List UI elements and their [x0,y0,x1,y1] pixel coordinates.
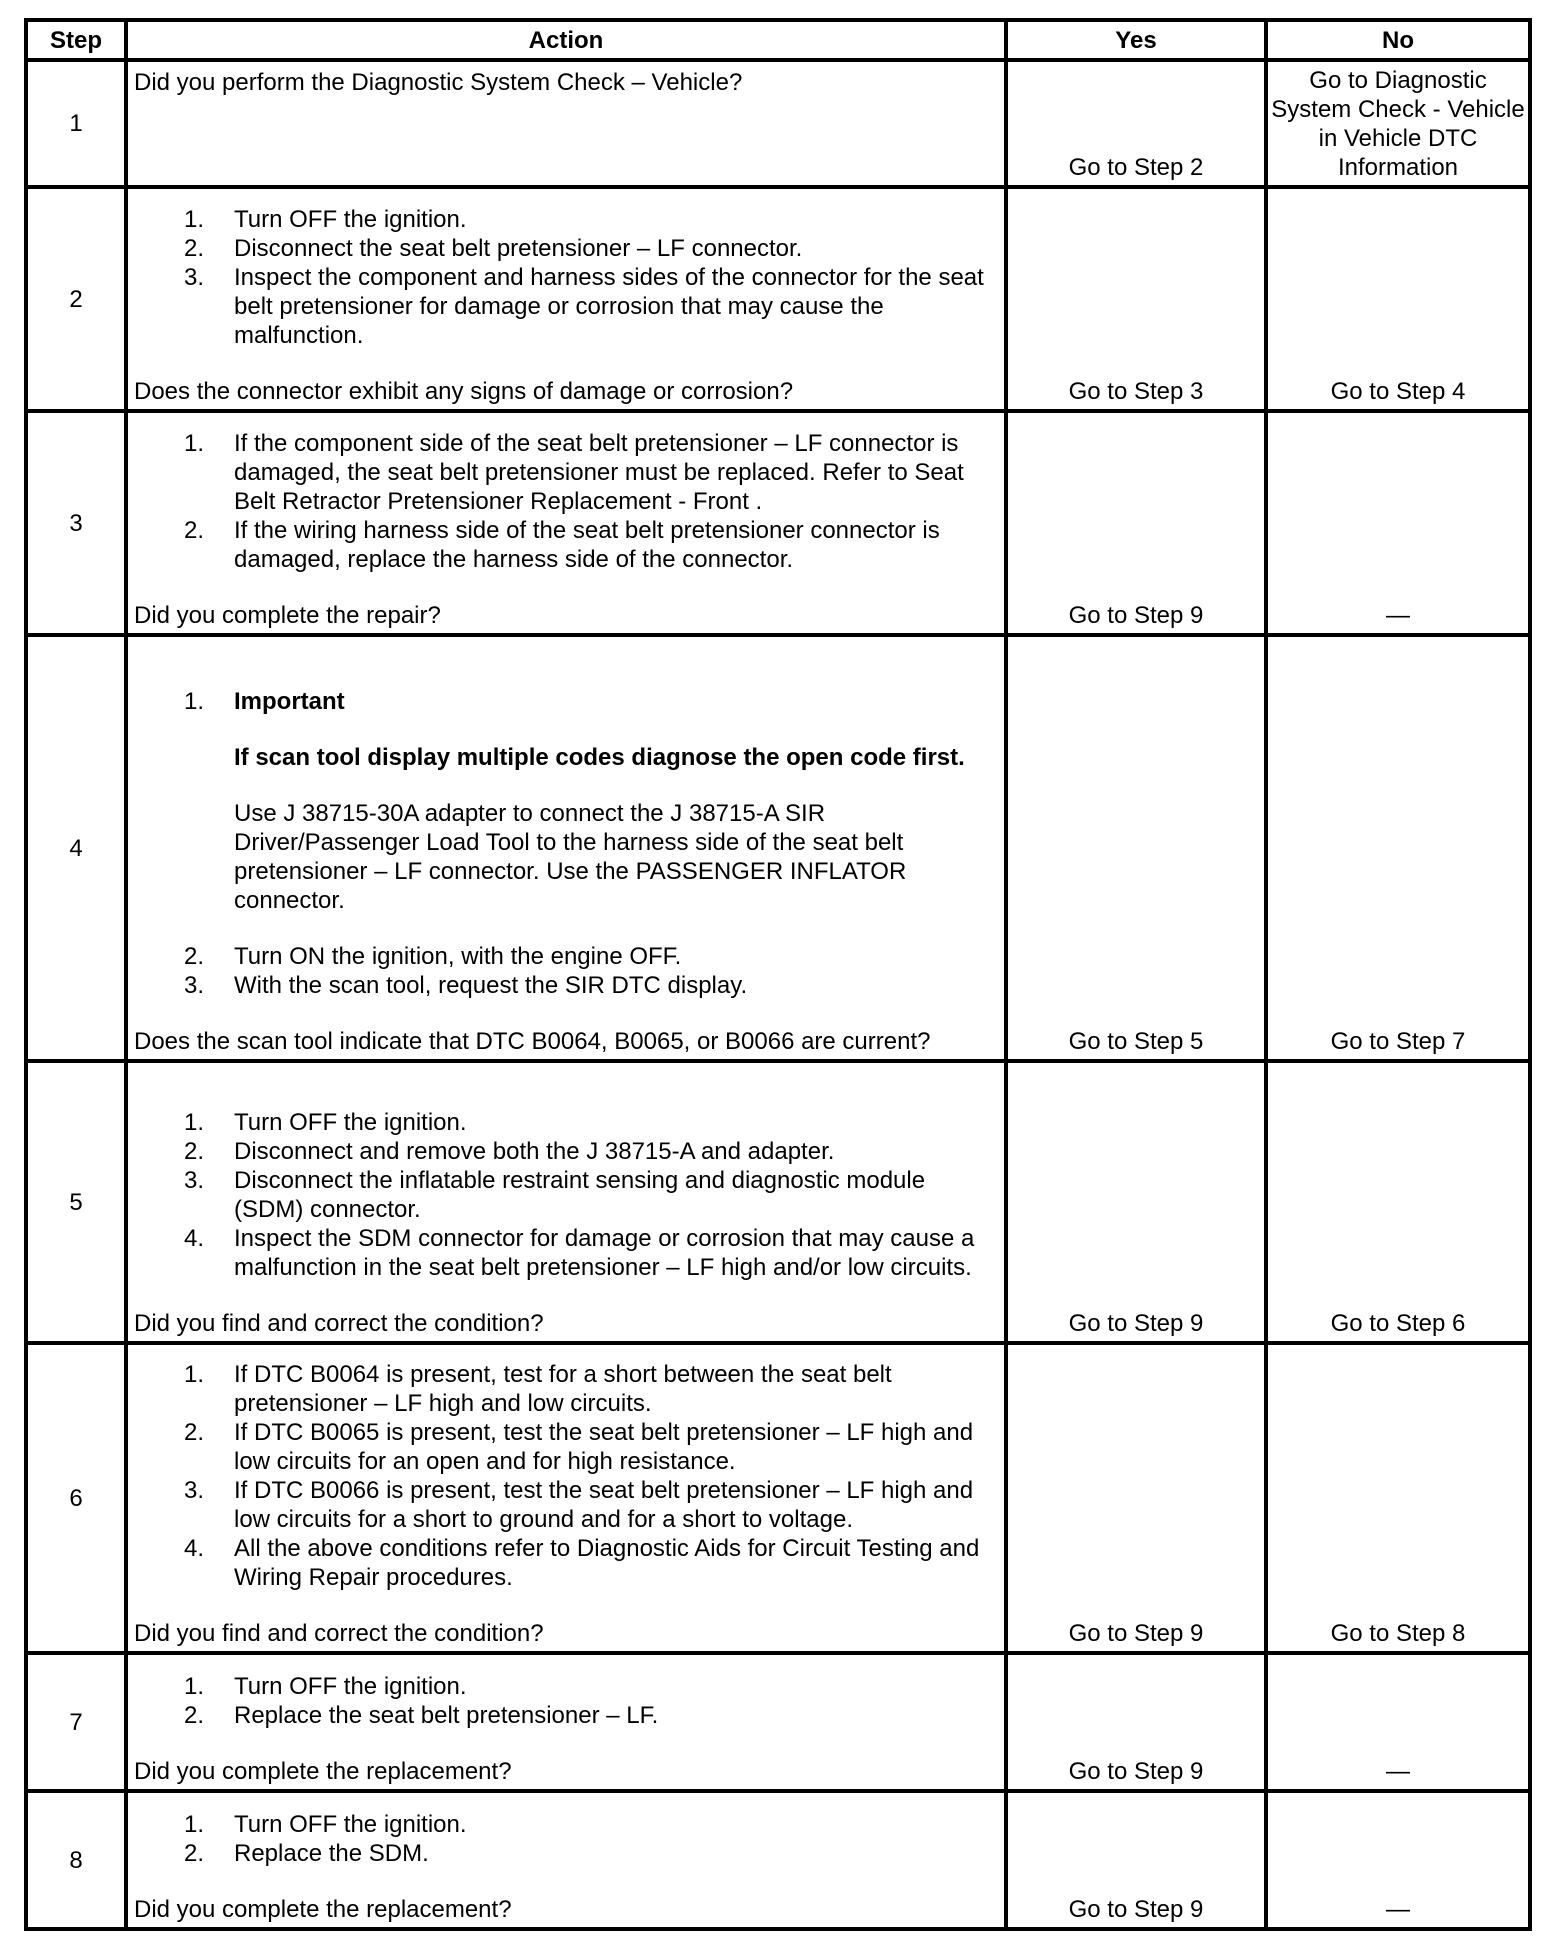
step-number: 8 [26,1791,126,1929]
action-steps-list [134,429,998,574]
list-item: 1. Turn OFF the ignition. [184,1109,467,1136]
table-row [26,635,1530,1061]
yes-cell: Go to Step 9 [1006,1343,1266,1653]
table-row [26,1791,1530,1929]
no-cell: — [1266,1791,1530,1929]
list-item: 2. Replace the seat belt pretensioner – LF. [184,1702,659,1729]
header-yes: Yes [1006,20,1266,60]
action-question: Did you find and correct the condition? [134,1620,544,1647]
action-cell [126,1343,1006,1653]
list-item: 1. If DTC B0064 is present, test for a short between the seat belt pretensioner – LF high and low circuits. [184,1361,892,1417]
important-note: If scan tool display multiple codes diagnose the open code first. [234,744,965,771]
no-cell: Go to Step 7 [1266,635,1530,1061]
list-item: 2. If DTC B0065 is present, test the seat belt pretensioner – LF high and low circuits for an open and for high resistance. [184,1419,974,1475]
important-text: Use J 38715-30A adapter to connect the J 38715-A SIR Driver/Passenger Load Tool to the harness side of the seat belt pretensioner – LF connector. Use the PASSENGER INFLATOR connector. [234,800,907,914]
action-steps-list [134,1108,998,1282]
table-row [26,60,1530,187]
list-item: 1. Turn OFF the ignition. [184,206,467,233]
step-number: 2 [26,187,126,411]
action-cell [126,1061,1006,1343]
list-item: 1. Turn OFF the ignition. [184,1673,467,1700]
list-item: 2. Disconnect the seat belt pretensioner – LF connector. [184,235,803,262]
no-cell: — [1266,411,1530,635]
action-question: Does the connector exhibit any signs of damage or corrosion? [134,378,794,405]
diagnostic-table [24,18,1532,1931]
yes-cell: Go to Step 2 [1006,60,1266,187]
action-steps-list [134,1810,998,1868]
step-number: 5 [26,1061,126,1343]
list-item: 4. All the above conditions refer to Diagnostic Aids for Circuit Testing and Wiring Repair procedures. [184,1535,980,1591]
step-number: 1 [26,60,126,187]
no-cell: Go to Step 4 [1266,187,1530,411]
yes-cell: Go to Step 5 [1006,635,1266,1061]
yes-cell: Go to Step 3 [1006,187,1266,411]
table-row [26,187,1530,411]
list-item: 3. Inspect the component and harness sides of the connector for the seat belt pretensioner for damage or corrosion that may cause the malfunction. [184,264,984,349]
action-cell [126,187,1006,411]
yes-cell: Go to Step 9 [1006,1061,1266,1343]
action-question: Did you find and correct the condition? [134,1310,544,1337]
action-cell [126,411,1006,635]
action-question: Did you complete the replacement? [134,1896,512,1923]
list-item: 2. Replace the SDM. [184,1840,429,1867]
list-item: 2. Turn ON the ignition, with the engine OFF. [184,943,682,970]
list-item: 2. Disconnect and remove both the J 38715-A and adapter. [184,1138,835,1165]
no-cell: Go to Step 8 [1266,1343,1530,1653]
table-row [26,1343,1530,1653]
table-row [26,411,1530,635]
table-row [26,1061,1530,1343]
list-item: 3. Disconnect the inflatable restraint sensing and diagnostic module (SDM) connector. [184,1167,926,1223]
yes-cell: Go to Step 9 [1006,411,1266,635]
action-steps-list [134,1360,998,1592]
step-number: 3 [26,411,126,635]
action-steps-list [134,687,998,1000]
action-cell [126,60,1006,187]
list-item: 1. Turn OFF the ignition. [184,1811,467,1838]
list-item: 1. Important If scan tool display multiple codes diagnose the open code first. Use J 38715-30A adapter to connect the J 38715-A SIR Driver/Passenger Load Tool to the harness side of the seat belt pretensioner – LF connector. Use the PASSENGER INFLATOR connector. [134,687,998,915]
yes-cell: Go to Step 9 [1006,1653,1266,1791]
no-cell: Go to Step 6 [1266,1061,1530,1343]
action-steps-list [134,205,998,350]
yes-cell: Go to Step 9 [1006,1791,1266,1929]
action-question: Does the scan tool indicate that DTC B0064, B0065, or B0066 are current? [134,1028,931,1055]
action-steps-list [134,1672,998,1730]
header-action: Action [126,20,1006,60]
important-title: Important [234,688,345,715]
list-item: 2. If the wiring harness side of the seat belt pretensioner connector is damaged, replace the harness side of the connector. [184,517,940,573]
header-step: Step [26,20,126,60]
action-cell [126,635,1006,1061]
list-item: 1. If the component side of the seat belt pretensioner – LF connector is damaged, the seat belt pretensioner must be replaced. Refer to Seat Belt Retractor Pretensioner Replacement - Front . [184,430,964,515]
action-cell [126,1653,1006,1791]
list-item: 4. Inspect the SDM connector for damage or corrosion that may cause a malfunction in the seat belt pretensioner – LF high and/or low circuits. [184,1225,975,1281]
header-no: No [1266,20,1530,60]
action-question: Did you perform the Diagnostic System Check – Vehicle? [134,69,743,96]
step-number: 7 [26,1653,126,1791]
action-cell [126,1791,1006,1929]
list-item: 3. If DTC B0066 is present, test the seat belt pretensioner – LF high and low circuits for a short to ground and for a short to voltage. [184,1477,974,1533]
step-number: 4 [26,635,126,1061]
no-cell: — [1266,1653,1530,1791]
action-question: Did you complete the repair? [134,602,441,629]
step-number: 6 [26,1343,126,1653]
header-row [26,20,1530,60]
list-item: 3. With the scan tool, request the SIR DTC display. [184,972,748,999]
action-question: Did you complete the replacement? [134,1758,512,1785]
no-cell: Go to Diagnostic System Check - Vehicle in Vehicle DTC Information [1266,60,1530,187]
table-row [26,1653,1530,1791]
